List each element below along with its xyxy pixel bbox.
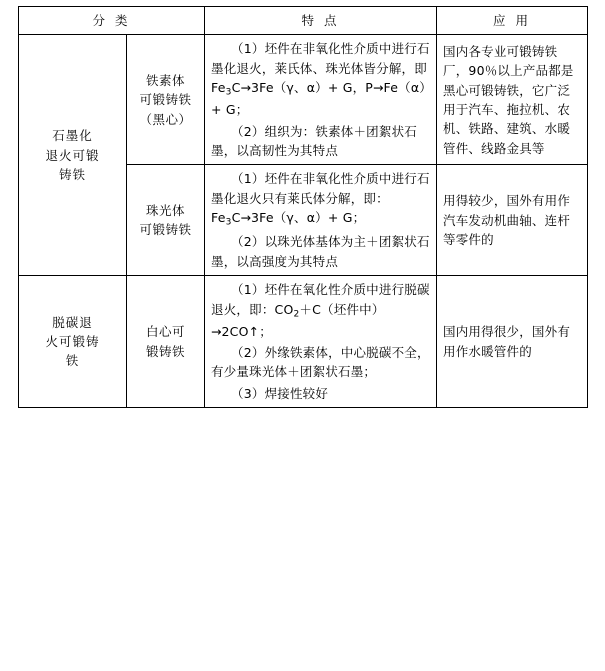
subtype-line-1: 白心可 [146,324,186,340]
document-page [0,6,605,671]
features-whiteheart [205,276,437,408]
feature-paragraph: （2）外缘铁素体，中心脱碳不全，有少量珠光体＋团絮状石墨； [211,345,430,380]
group-label-graphitizing [19,35,127,276]
subtype-pearlitic [127,165,205,276]
application-ferritic: 国内各专业可锻铸铁厂，90％以上产品都是黑心可锻铸铁，它广泛用于汽车、拖拉机、农机、铁路、建筑、水暖管件、线路金具等 [437,35,588,165]
group-label-decarburizing [19,276,127,408]
subtype-ferritic [127,35,205,165]
feature-paragraph: （1）坯件在氧化性介质中进行脱碳退火，即：$CO_2+C$（坯件中）→2CO↑； [211,282,430,339]
classification-table [18,6,588,408]
features-ferritic [205,35,437,165]
features-pearlitic [205,165,437,276]
subtype-line-2: 锻铸铁 [146,343,186,359]
feature-paragraph: （2）以珠光体基体为主＋团絮状石墨，以高强度为其特点 [211,234,430,269]
group-line-1: 石墨化 [52,128,93,144]
table-row [19,35,588,165]
header-cell-classification: 分 类 [19,7,205,35]
application-whiteheart: 国内用得很少，国外有用作水暖管件的 [437,276,588,408]
subtype-line-2: 可锻铸铁 [139,92,192,108]
group-line-2: 退火可锻 [45,147,100,163]
subtype-line-2: 可锻铸铁 [139,222,192,238]
feature-paragraph: （3）焊接性较好 [231,385,329,401]
subtype-line-1: 铁素体 [146,72,186,88]
subtype-line-1: 珠光体 [146,202,186,218]
feature-paragraph: （1）坯件在非氧化性介质中进行石墨化退火只有莱氏体分解，即：$Fe_3C\to 3Fe(\gamma$、α）+ G； [211,171,430,228]
application-pearlitic: 用得较少，国外有用作汽车发动机曲轴、连杆等零件的 [437,165,588,276]
group-line-1: 脱碳退 [52,314,93,330]
group-line-2: 火可锻铸 [45,333,100,349]
table-header-row [19,7,588,35]
group-line-3: 铁 [65,353,80,369]
subtype-line-3: （黑心） [139,111,192,127]
header-cell-features: 特 点 [205,7,437,35]
group-line-3: 铸铁 [58,166,86,182]
subtype-whiteheart [127,276,205,408]
header-cell-application: 应 用 [437,7,588,35]
table-row [19,276,588,408]
feature-paragraph: （2）组织为：铁素体＋团絮状石墨，以高韧性为其特点 [211,123,417,159]
feature-paragraph: （1）坯件在非氧化性介质中进行石墨化退火，莱氏体、珠光体皆分解，即 $Fe_3C\to 3Fe(\gamma$、α）+ G，P→Fe（α）+ G； [211,41,430,118]
